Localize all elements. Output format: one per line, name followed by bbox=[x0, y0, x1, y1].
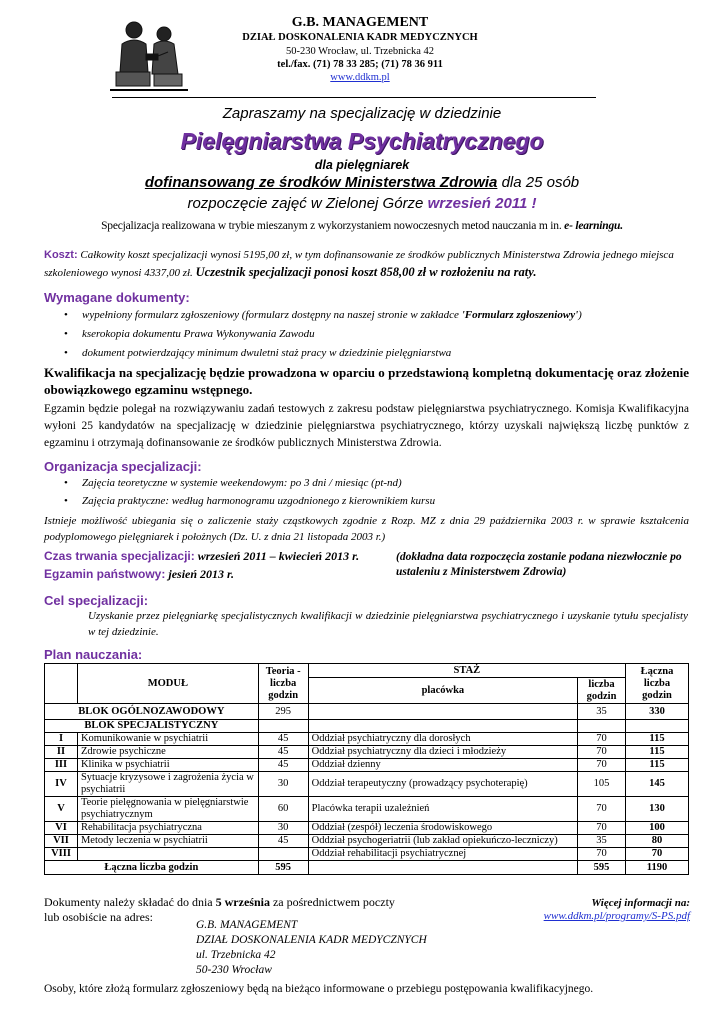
start-date: wrzesień 2011 ! bbox=[427, 195, 537, 212]
table-row: VIII Oddział rehabilitacji psychiatrycznej 70 70 bbox=[45, 848, 689, 861]
logo bbox=[108, 14, 190, 96]
plan-title: Plan nauczania: bbox=[44, 647, 143, 662]
mode-line bbox=[0, 219, 724, 234]
duration-value: wrzesień 2011 – kwiecień 2013 r. bbox=[194, 549, 360, 563]
funding-seats: dla 25 osób bbox=[497, 174, 580, 191]
table-row-special bbox=[45, 720, 689, 733]
for-whom: dla pielęgniarek bbox=[314, 158, 410, 172]
list-item: • Zajęcia praktyczne: według harmonogramu uzgodnionego z kierownikiem kursu bbox=[56, 492, 696, 510]
table-sum-row bbox=[45, 861, 689, 875]
qualification-heading: Kwalifikacja na specjalizację będzie prowadzona w oparciu o przedstawioną kompletną dokumentację oraz złożenie obowiązkowego egzaminu wstępnego. bbox=[44, 365, 689, 397]
organization-list bbox=[56, 474, 696, 510]
list-item: • Zajęcia teoretyczne w systemie weekendowym: po 3 dni / miesiąc (pt-nd) bbox=[56, 474, 696, 492]
sum-total: 1190 bbox=[626, 861, 689, 875]
invite-line: Zapraszamy na specjalizację w dziedzinie bbox=[222, 105, 502, 122]
organization-title: Organizacja specjalizacji: bbox=[44, 459, 202, 474]
duration-note: (dokładna data rozpoczęcia zostanie podana niezwłocznie po ustaleniu z Ministerstwem Zdrowia) bbox=[396, 551, 682, 578]
table-row: V Teorie pielęgnowania w pielęgniarstwie psychiatrycznym 60 Placówka terapii uzależnień 70 130 bbox=[45, 797, 689, 822]
documents-list bbox=[56, 306, 696, 363]
goal-title: Cel specjalizacji: bbox=[44, 593, 149, 608]
company-name: G.B. MANAGEMENT bbox=[291, 15, 429, 30]
program-pdf-link[interactable]: www.ddkm.pl/programy/S-PS.pdf bbox=[543, 910, 690, 922]
qualification-body: Egzamin będzie polegał na rozwiązywaniu zadań testowych z zakresu podstaw pielęgniarstwa psychiatrycznego. Komisja Kwalifikacyjna wyłoni 25 kandydatów na specjalizację w dziedzinie pielęgniarstwa psychiatrycznego, którzy uzyskali największą liczbę punktów z egzaminu i otrzymają dofinansowanie ze środków publicznych Ministerstwa Zdrowia. bbox=[44, 403, 689, 449]
column-hours: liczba godzin bbox=[578, 678, 626, 704]
more-info-label: Więcej informacji na: bbox=[591, 897, 690, 909]
funding-line bbox=[0, 173, 724, 193]
duration-label: Czas trwania specjalizacji: bbox=[44, 549, 195, 563]
more-info bbox=[480, 897, 690, 923]
cost-label: Koszt: bbox=[44, 249, 78, 261]
column-total: Łączna liczba godzin bbox=[626, 664, 689, 704]
sum-theory: 595 bbox=[258, 861, 308, 875]
column-staz: STAŻ bbox=[308, 664, 625, 678]
duration-line bbox=[44, 548, 359, 564]
mailing-address: G.B. MANAGEMENT DZIAŁ DOSKONALENIA KADR MEDYCZNYCH ul. Trzebnicka 42 50-230 Wrocław bbox=[196, 919, 427, 976]
deadline-date: 5 września bbox=[215, 895, 270, 909]
list-item: • kserokopia dokumentu Prawa Wykonywania Zawodu bbox=[56, 325, 696, 344]
organization-note: Istnieje możliwość ubiegania się o zaliczenie staży cząstkowych zgodnie z Rozp. MZ z dnia 29 października 2003 r. w sprawie kształcenia podyplomowego pielęgniarek i położnych (Dz. U. z dnia 21 listopada 2003 r.) bbox=[44, 515, 689, 543]
company-address: 50-230 Wrocław, ul. Trzebnicka 42 bbox=[285, 46, 434, 57]
table-row: VII Metody leczenia w psychiatrii 45 Oddział psychogeriatrii (lub zakład opiekuńczo-leczniczy) 35 80 bbox=[45, 835, 689, 848]
department-name: DZIAŁ DOSKONALENIA KADR MEDYCZNYCH bbox=[242, 32, 478, 43]
table-row: I Komunikowanie w psychiatrii 45 Oddział psychiatryczny dla dorosłych 70 115 bbox=[45, 733, 689, 746]
list-item: • wypełniony formularz zgłoszeniowy (formularz dostępny na naszej stronie w zakładce 'Formularz zgłoszeniowy') bbox=[56, 306, 696, 325]
field-title: Pielęgniarstwa Psychiatrycznego bbox=[180, 128, 544, 154]
mode-text: Specjalizacja realizowana w trybie mieszanym z wykorzystaniem nowoczesnych metod nauczania m in. bbox=[101, 220, 565, 232]
funding-source: dofinansowang ze środków Ministerstwa Zdrowia bbox=[144, 174, 498, 191]
exam-label: Egzamin państwowy: bbox=[44, 567, 166, 581]
letterhead bbox=[200, 15, 520, 84]
company-phone: tel./fax. (71) 78 33 285; (71) 78 36 911 bbox=[277, 59, 443, 70]
documents-title: Wymagane dokumenty: bbox=[44, 290, 190, 305]
special-block-label: BLOK SPECJALISTYCZNY bbox=[45, 720, 259, 733]
table-row-general bbox=[45, 704, 689, 720]
sum-hours: 595 bbox=[578, 861, 626, 875]
column-module: MODUŁ bbox=[77, 664, 258, 704]
general-block-label: BLOK OGÓLNOZAWODOWY bbox=[45, 704, 259, 720]
closing-note: Osoby, które złożą formularz zgłoszeniowy będą na bieżąco informowane o przebiegu postępowania kwalifikacyjnego. bbox=[44, 983, 594, 995]
goal-text: Uzyskanie przez pielęgniarkę specjalistycznych kwalifikacji w dziedzinie pielęgniarstwa psychiatrycznego i uzyskanie tytułu specjalisty w tej dziedzinie. bbox=[88, 610, 688, 638]
list-item: • dokument potwierdzający minimum dwuletni staż pracy w dziedzinie pielęgniarstwa bbox=[56, 344, 696, 363]
table-header-row bbox=[45, 664, 689, 678]
general-theory: 295 bbox=[258, 704, 308, 720]
logo-illustration-icon bbox=[108, 14, 190, 96]
cost-participant-fee: Uczestnik specjalizacji ponosi koszt 858,00 zł w rozłożeniu na raty. bbox=[195, 265, 537, 279]
table-row: IV Sytuacje kryzysowe i zagrożenia życia w psychiatrii 30 Oddział terapeutyczny (prowadzący psychoterapię) 105 145 bbox=[45, 772, 689, 797]
header-divider bbox=[112, 97, 596, 98]
general-total: 330 bbox=[626, 704, 689, 720]
column-place: placówka bbox=[308, 678, 577, 704]
cost-section bbox=[44, 247, 689, 282]
cost-text: Całkowity koszt specjalizacji wynosi 5195,00 zł, w tym dofinansowanie ze środków publicznych Ministerstwa Zdrowia jednego miejsca szkoleniowego wynosi 4337,00 zł. bbox=[44, 249, 674, 279]
company-website-link[interactable]: www.ddkm.pl bbox=[330, 72, 390, 83]
table-row: III Klinika w psychiatrii 45 Oddział dzienny 70 115 bbox=[45, 759, 689, 772]
exam-line bbox=[44, 566, 234, 582]
general-hours: 35 bbox=[578, 704, 626, 720]
table-row: VI Rehabilitacja psychiatryczna 30 Oddział (zespół) leczenia środowiskowego 70 100 bbox=[45, 822, 689, 835]
plan-table bbox=[44, 663, 689, 875]
exam-value: jesień 2013 r. bbox=[165, 567, 235, 581]
sum-label: Łączna liczba godzin bbox=[45, 861, 259, 875]
mode-elearning: e- learningu. bbox=[564, 220, 623, 232]
table-row: II Zdrowie psychiczne 45 Oddział psychiatryczny dla dzieci i młodzieży 70 115 bbox=[45, 746, 689, 759]
column-theory: Teoria - liczba godzin bbox=[258, 664, 308, 704]
start-prefix: rozpoczęcie zajęć w Zielonej Górze bbox=[187, 195, 428, 212]
deadline-text: Dokumenty należy składać do dnia 5 września za pośrednictwem poczty lub osobiście na adres: bbox=[44, 895, 395, 924]
start-line bbox=[0, 194, 724, 214]
